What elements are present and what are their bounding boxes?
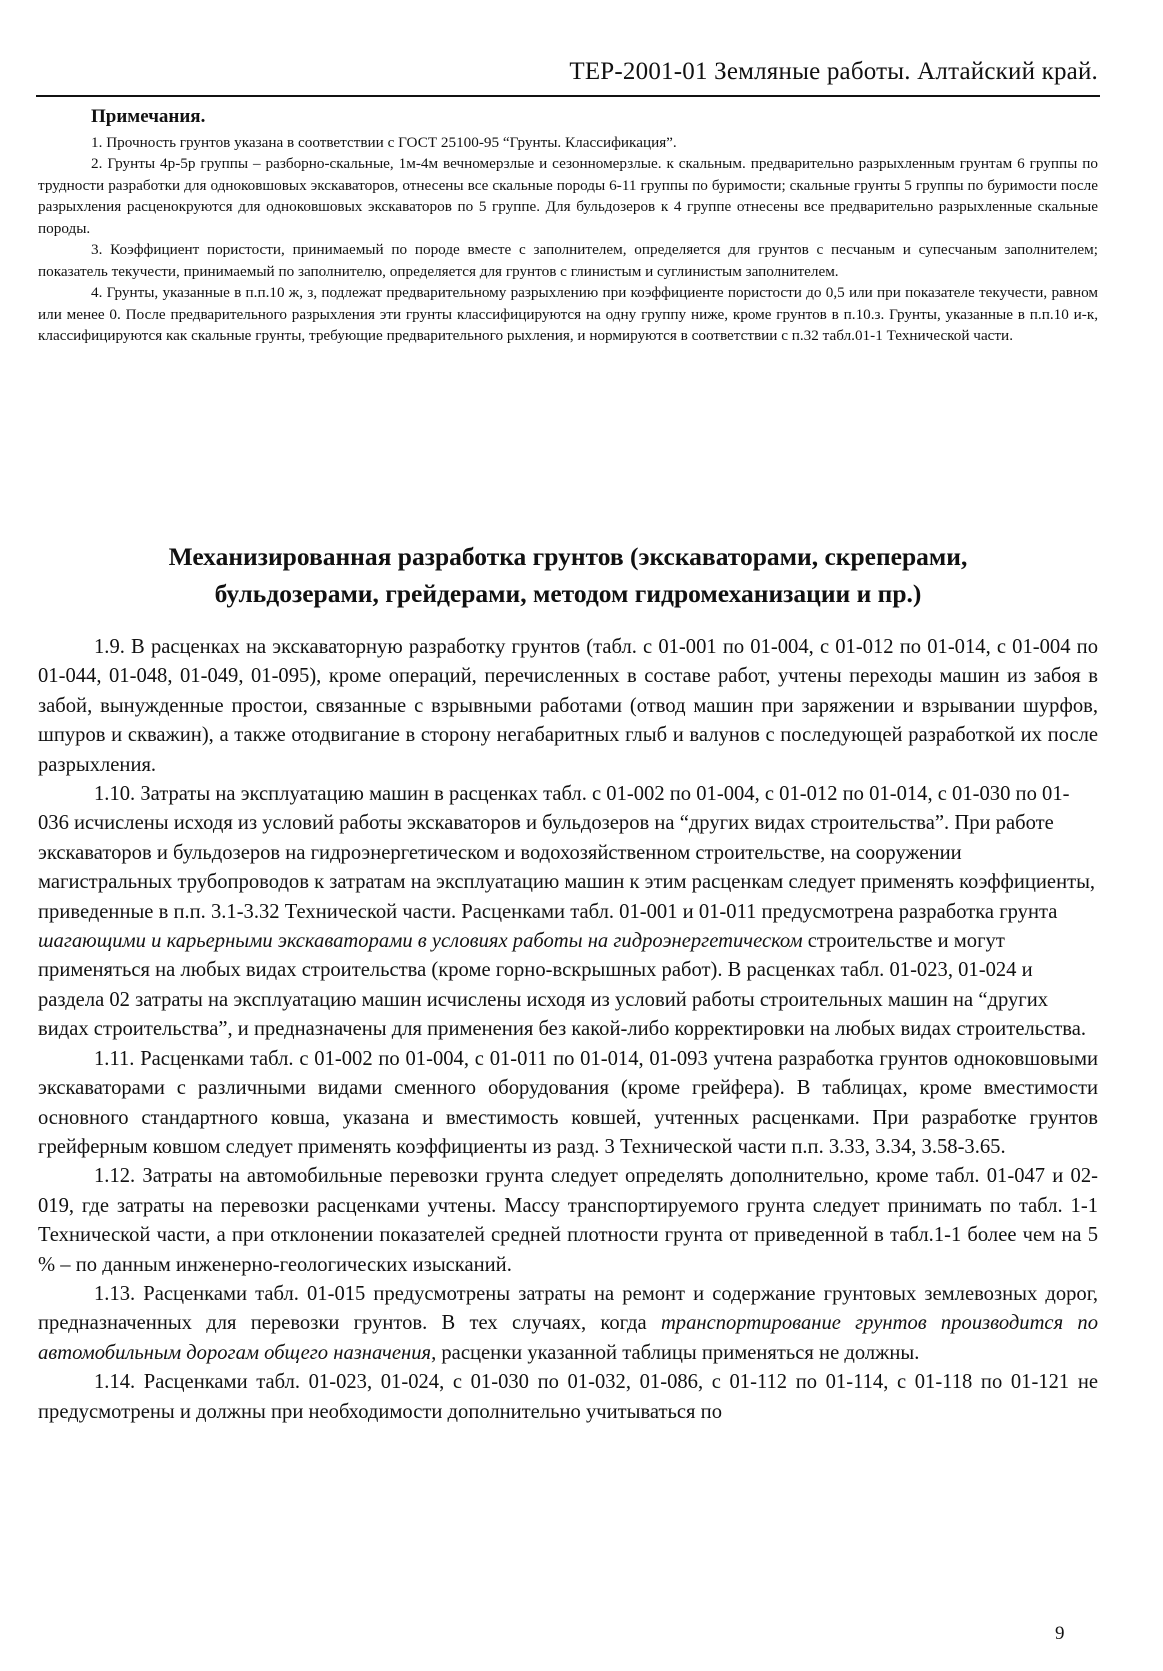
paragraph-1-13 [38,1280,1098,1368]
note-4: 4. Грунты, указанные в п.п.10 ж, з, подлежат предварительному разрыхлению при коэффициенте пористости до 0,5 или при показателе текучести, равном или менее 0. После предварительного разрыхления эти грунты классифицируются на одну группу ниже, кроме грунтов в п.10.з. Грунты, указанные в п.п.10 и-к, классифицируются как скальные грунты, требующие предварительного рыхления, и нормируются в соответствии с п.32 табл.01-1 Технической части. [38,284,1098,344]
paragraph-1-11: 1.11. Расценками табл. с 01-002 по 01-004, с 01-011 по 01-014, 01-093 учтена разработка грунтов одноковшовыми экскаваторами с различными видами сменного оборудования (кроме грейфера). В таблицах, кроме вместимости основного стандартного ковша, указана и вместимость ковшей, учтенных расценками. При разработке грунтов грейферным ковшом следует применять коэффициенты из разд. 3 Технической части п.п. 3.33, 3.34, 3.58-3.65. [38,1047,1098,1158]
body-text [38,633,1098,1427]
paragraph-1-13-part-2: расценки указанной таблицы применяться не должны. [436,1341,920,1364]
paragraph-1-10-part-1: 1.10. Затраты на эксплуатацию машин в расценках табл. с 01-002 по 01-004, с 01-012 по 01-014, с 01-030 по 01-036 исчислены исходя из условий работы экскаваторов и бульдозеров на “других видах строительства”. При работе экскаваторов и бульдозеров на гидроэнергетическом и водохозяйственном строительстве, на сооружении магистральных трубопроводов к затратам на эксплуатацию машин к этим расценкам следует применять коэффициенты, приведенные в п.п. 3.1-3.32 Технической части. Расценками табл. 01-001 и 01-011 предусмотрена разработка грунта [38,783,1096,923]
section-heading-line-1: Механизированная разработка грунтов (экскаваторами, скреперами, [168,542,968,571]
paragraph-1-13-italic: транспортирование грунтов производится по автомобильным дорогам общего назначения, [38,1312,1099,1364]
paragraph-1-12: 1.12. Затраты на автомобильные перевозки грунта следует определять дополнительно, кроме табл. 01-047 и 02-019, где затраты на перевозки расценками учтены. Массу транспортируемого грунта следует принимать по табл. 1-1 Технической части, а при отклонении показателей средней плотности грунта от приведенной в табл.1-1 более чем на 5 % – по данным инженерно-геологических изысканий. [38,1165,1098,1276]
paragraph-1-13-part-1: 1.13. Расценками табл. 01-015 предусмотрены затраты на ремонт и содержание грунтовых землевозных дорог, предназначенных для перевозки грунтов. В тех случаях, когда [38,1282,1098,1335]
note-1: 1. Прочность грунтов указана в соответствии с ГОСТ 25100-95 “Грунты. Классификация”. [91,133,677,151]
section-heading [38,538,1098,612]
header-rule [36,95,1100,97]
paragraph-1-14: 1.14. Расценками табл. 01-023, 01-024, с 01-030 по 01-032, 01-086, с 01-112 по 01-114, с 01-118 по 01-121 не предусмотрены и должны при необходимости дополнительно учитываться по [38,1371,1098,1423]
note-2: 2. Грунты 4р-5р группы – разборно-скальные, 1м-4м вечномерзлые и сезонномерзлые. к скальным. предварительно разрыхленным грунтам 6 группы по трудности разработки для одноковшовых экскаваторов, отнесены все скальные породы 6-11 группы по буримости; скальные грунты 5 группы по буримости после разрыхления расценокруются для одноковшовых экскаваторов по 5 группе. Для бульдозеров к 4 группе отнесены все предварительно разрыхленные скальные породы. [38,155,1098,237]
notes-block [38,106,1098,347]
page-number: 9 [1055,1623,1065,1644]
section-heading-line-2: бульдозерами, грейдерами, методом гидромеханизации и пр.) [214,579,922,608]
notes-title: Примечания. [91,106,206,127]
note-3: 3. Коэффициент пористости, принимаемый по породе вместе с заполнителем, определяется для грунтов с песчаным и супесчаным заполнителем; показатель текучести, принимаемый по заполнителю, определяется для грунтов с глинистым и суглинистым заполнителем. [38,241,1098,280]
running-header: ТЕР-2001-01 Земляные работы. Алтайский край. [569,58,1098,85]
paragraph-1-10-part-2: строительстве и могут применяться на любых видах строительства (кроме горно-вскрышных работ). В расценках табл. 01-023, 01-024 и раздела 02 затраты на эксплуатацию машин исчислены исходя из условий работы строительных машин на “других видах строительства”, и предназначены для применения без какой-либо корректировки на любых видах строительства. [38,930,1087,1041]
paragraph-1-10-italic: шагающими и карьерными экскаваторами в условиях работы на гидроэнергетическом [38,930,803,953]
paragraph-1-10 [38,780,1098,1045]
paragraph-1-9: 1.9. В расценках на экскаваторную разработку грунтов (табл. с 01-001 по 01-004, с 01-012 по 01-014, с 01-004 по 01-044, 01-048, 01-049, 01-095), кроме операций, перечисленных в составе работ, учтены переходы машин из забоя в забой, вынужденные простои, связанные с взрывными работами (отвод машин при заряжении и взрывании шурфов, шпуров и скважин), а также отодвигание в сторону негабаритных глыб и валунов с последующей разработкой их после разрыхления. [38,636,1098,776]
